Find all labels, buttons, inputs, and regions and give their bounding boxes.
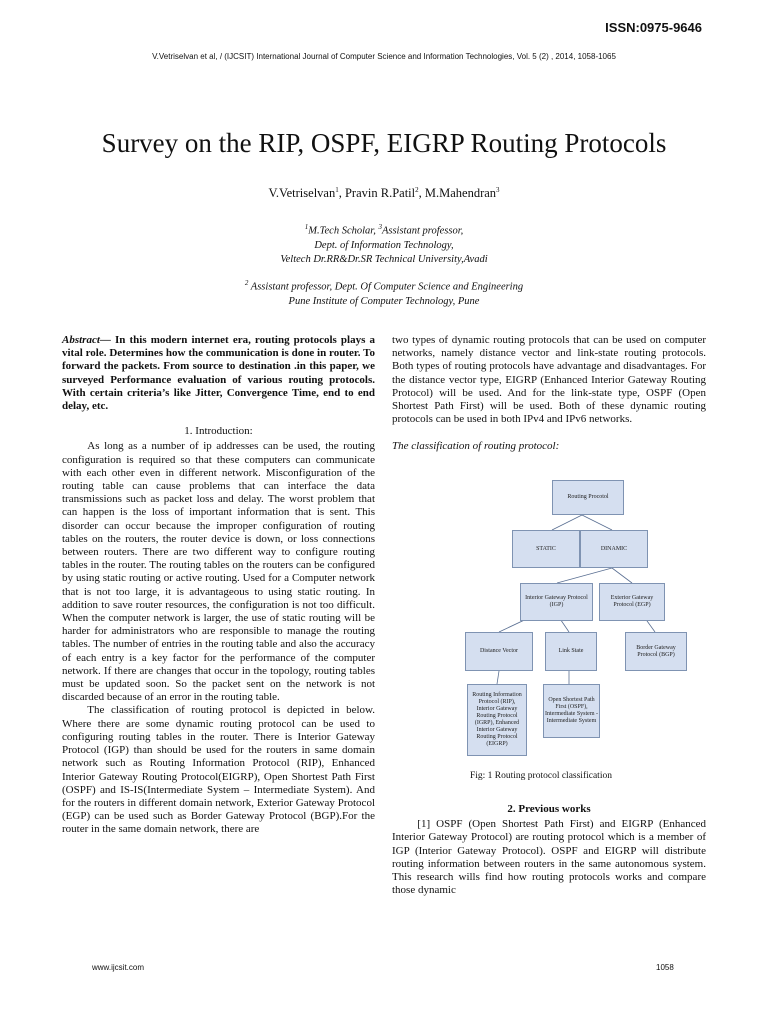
affil-line-5: Pune Institute of Computer Technology, Pune (288, 295, 480, 307)
node-bgp: Border Gateway Protocol (BGP) (625, 632, 687, 671)
section-1-heading: 1. Introduction: (184, 425, 253, 438)
affil-sup-2: 2 (244, 279, 249, 287)
abstract-label: Abstract— (62, 334, 111, 346)
author-2: , Pravin R.Patil (338, 186, 416, 201)
author-1-sup: 1 (335, 186, 339, 194)
affiliation-2 (0, 276, 768, 309)
section-2-heading: 2. Previous works (507, 803, 591, 815)
node-static: STATIC (512, 530, 580, 568)
affil-sup-1: 1 (304, 223, 309, 231)
right-paragraph-1: two types of dynamic routing protocols that can be used on computer networks, namely distance vector and link-state routing protocols. Both types of routing protocols have advantage and disadvantages. For the distance vector type, EIGRP (Enhanced Interior Gateway Routing Protocol) will be used. And for the link-state type, OSPF (Open Shortest Path First) will be used. Both of these dynamic routing protocols can be used in both IPv4 and IPv6 networks. (392, 334, 706, 426)
affil-line-3: Veltech Dr.RR&Dr.SR Technical University,Avadi (280, 253, 488, 265)
figure-caption: Fig: 1 Routing protocol classification (470, 771, 612, 781)
author-3: , M.Mahendran (418, 186, 497, 201)
author-3-sup: 3 (496, 186, 500, 194)
edge-dv-list (497, 671, 499, 684)
affil-line-4: Assistant professor, Dept. Of Computer Science and Engineering (248, 281, 524, 293)
issn-label: ISSN:0975-9646 (605, 20, 702, 35)
edge-dynamic-egp (612, 568, 632, 583)
intro-paragraph-1: As long as a number of ip addresses can be used, the routing configuration is required so that these computers can communicate with each other even in different network. Misconfiguration of the routing table can cause problems that can interface the data transmissions such as packet loss and delay. The worst problem that can happen is the loss of important information that is sent. This disorder can occur because the improper configuration of routing tables on the routers, the router device is down, or loss connections between routers. There are two different way to configure routing tables in the router. The routing tables on the routers can be configured by using static routing or active routing. Used for a Computer network that is not too large, it is advantageous to using static routing. In addition to save router resources, the configuration is not too difficult. When the computer network is larger, the use of static routing will be harder for administrators who are responsible to manage the routing tables. The number of entries in the routing table and also the accuracy of each entry is a key factor for the performance of the computer network. If there are changes that occur in the topology, routing tables must be updated soon. So the packet sent on the network is not discarded because of an error in the routing table. (62, 440, 375, 704)
abstract (62, 334, 375, 413)
node-igp: Interior Gateway Protocol (IGP) (520, 583, 593, 621)
node-egp: Exterior Gateway Protocol (EGP) (599, 583, 665, 621)
node-distance-vector-protocols: Routing Information Protocol (RIP), Interior Gateway Routing Protocol (IGRP), Enhanced Interior Gateway Routing Protocol (EIGRP) (467, 684, 527, 756)
intro-paragraph-2: The classification of routing protocol is depicted in below. Where there are some dynamic routing protocol can be used to configuring routing tables in the router. There is Interior Gateway Protocol (IGP) than should be used for the routers in same domain network such as Routing Information Protocol (RIP), Enhanced Interior Gateway Routing Protocol(EIGRP), Open Shortest Path First (OSPF) and IS-IS(Intermediate System – Intermediate System). And for the routers in different domain network, Exterior Gateway Protocol (EGP) can be used such as Border Gateway Protocol (BGP).For the router in the same domain network, there are (62, 704, 375, 836)
node-link-state: Link State (545, 632, 597, 671)
node-dynamic: DINAMIC (580, 530, 648, 568)
figure-routing-classification (392, 475, 706, 795)
edge-root-static (552, 515, 582, 530)
footer-page-number: 1058 (656, 963, 674, 972)
author-list (0, 186, 768, 201)
abstract-text: In this modern internet era, routing protocols plays a vital role. Determines how the communication is done in router. To forward the packets. From source to destination .in this paper, we surveyed Performance evaluation of various routing protocols. With certain criteria’s like Jitter, Convergence Time, end to end delay, etc. (62, 334, 375, 413)
author-2-sup: 2 (415, 186, 419, 194)
affil-sup-3: 3 (378, 223, 382, 231)
affil-line-1a: M.Tech Scholar, (308, 225, 379, 237)
author-1: V.Vetriselvan (268, 186, 336, 201)
previous-works-paragraph: [1] OSPF (Open Shortest Path First) and EIGRP (Enhanced Interior Gateway Protocol) are routing protocol which is a member of IGP (Interior Gateway Protocol). OSPF and EIGRP will distribute routing information between routers in the same autonomous system. This research wills find how routing protocols works and compare those dynamic (392, 818, 706, 897)
affil-line-1b: Assistant professor, (381, 225, 464, 237)
edge-dynamic-igp (557, 568, 612, 583)
footer-url: www.ijcsit.com (92, 963, 145, 972)
node-distance-vector: Distance Vector (465, 632, 533, 671)
node-routing-protocol: Routing Procotol (552, 480, 624, 515)
affiliation-1 (0, 220, 768, 267)
figure-intro: The classification of routing protocol: (392, 440, 560, 453)
node-link-state-protocols: Open Shortest Path First (OSPF), Intermediate System - Intermediate System (543, 684, 600, 738)
running-head: V.Vetriselvan et al, / (IJCSIT) International Journal of Computer Science and Information Technologies, Vol. 5 (2) , 2014, 1058-1065 (152, 52, 616, 61)
affil-line-2: Dept. of Information Technology, (314, 239, 454, 251)
edge-root-dynamic (582, 515, 612, 530)
right-column-top (392, 334, 706, 454)
right-column-bottom (392, 798, 706, 897)
left-column (62, 334, 375, 837)
paper-title: Survey on the RIP, OSPF, EIGRP Routing Protocols (101, 128, 667, 158)
